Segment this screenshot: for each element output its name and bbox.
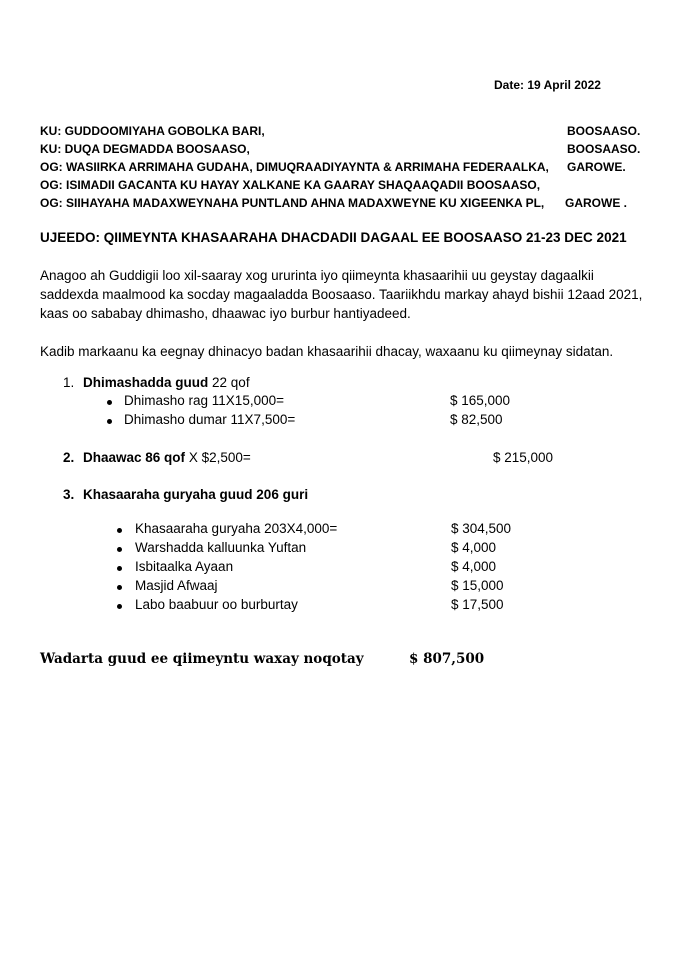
section-heading	[83, 450, 251, 465]
bullet-icon	[117, 566, 122, 571]
bullet-icon	[117, 528, 122, 533]
section-title: Dhimashadda guud	[83, 375, 209, 390]
item-amount: $ 4,000	[451, 540, 497, 555]
item-label: Warshadda kalluunka Yuftan	[135, 540, 307, 555]
addressee-place: BOOSAASO.	[567, 142, 641, 156]
section-count: 22 qof	[212, 375, 250, 390]
bullet-icon	[117, 547, 122, 552]
addressee-line: KU: GUDDOOMIYAHA GOBOLKA BARI,	[40, 124, 265, 138]
addressee-place: BOOSAASO.	[567, 124, 641, 138]
intro-line: kaas oo sababay dhimasho, dhaawac iyo burbur hantiyadeed.	[40, 306, 411, 321]
total-label: Wadarta guud ee qiimeyntu waxay noqotay	[40, 651, 364, 667]
item-label: Dhimasho rag 11X15,000=	[124, 393, 284, 408]
intro-line-2: Kadib markaanu ka eegnay dhinacyo badan khasaarihii dhacay, waxaanu ku qiimeynay sidatan.	[40, 344, 614, 359]
item-amount: $ 15,000	[451, 578, 504, 593]
section-number: 3.	[63, 487, 75, 502]
item-label: Masjid Afwaaj	[135, 578, 218, 593]
item-amount: $ 304,500	[451, 521, 512, 536]
section-heading	[83, 375, 250, 390]
item-label: Dhimasho dumar 11X7,500=	[124, 412, 296, 427]
section-title: Dhaawac 86 qof	[83, 450, 186, 465]
subject-line: UJEEDO: QIIMEYNTA KHASAARAHA DHACDADII DAGAAL EE BOOSAASO 21-23 DEC 2021	[40, 230, 627, 245]
total-amount: $ 807,500	[409, 651, 485, 667]
addressee-line: OG: SIIHAYAHA MADAXWEYNAHA PUNTLAND AHNA MADAXWEYNE KU XIGEENKA PL,	[40, 196, 545, 210]
item-amount: $ 165,000	[450, 393, 511, 408]
addressee-line: OG: WASIIRKA ARRIMAHA GUDAHA, DIMUQRAADIYAYNTA & ARRIMAHA FEDERAALKA,	[40, 160, 549, 174]
addressee-line: OG: ISIMADII GACANTA KU HAYAY XALKANE KA GAARAY SHAQAAQADII BOOSAASO,	[40, 178, 541, 192]
item-amount: $ 17,500	[451, 597, 504, 612]
item-amount: $ 4,000	[451, 559, 497, 574]
intro-line: saddexda maalmood ka socday magaaladda Boosaaso. Taariikhdu markay ahayd bishii 12aad 2021,	[40, 287, 643, 302]
bullet-icon	[117, 604, 122, 609]
item-label: Khasaaraha guryaha 203X4,000=	[135, 521, 338, 536]
addressee-place: GAROWE .	[565, 196, 627, 210]
bullet-icon	[107, 419, 112, 424]
item-amount: $ 215,000	[493, 450, 554, 465]
intro-line: Anagoo ah Guddigii loo xil-saaray xog ururinta iyo qiimeynta khasaarihii uu geystay dagaalkii	[40, 268, 594, 283]
item-amount: $ 82,500	[450, 412, 503, 427]
addressee-line: KU: DUQA DEGMADDA BOOSAASO,	[40, 142, 250, 156]
section-number: 2.	[63, 450, 75, 465]
item-label: Isbitaalka Ayaan	[135, 559, 234, 574]
section-rest: X $2,500=	[188, 450, 251, 465]
letter-date: Date: 19 April 2022	[494, 78, 601, 92]
section-title: Khasaaraha guryaha guud 206 guri	[83, 487, 309, 502]
bullet-icon	[117, 585, 122, 590]
addressee-place: GAROWE.	[567, 160, 626, 174]
bullet-icon	[107, 400, 112, 405]
section-number: 1.	[63, 375, 75, 390]
item-label: Labo baabuur oo burburtay	[135, 597, 298, 612]
